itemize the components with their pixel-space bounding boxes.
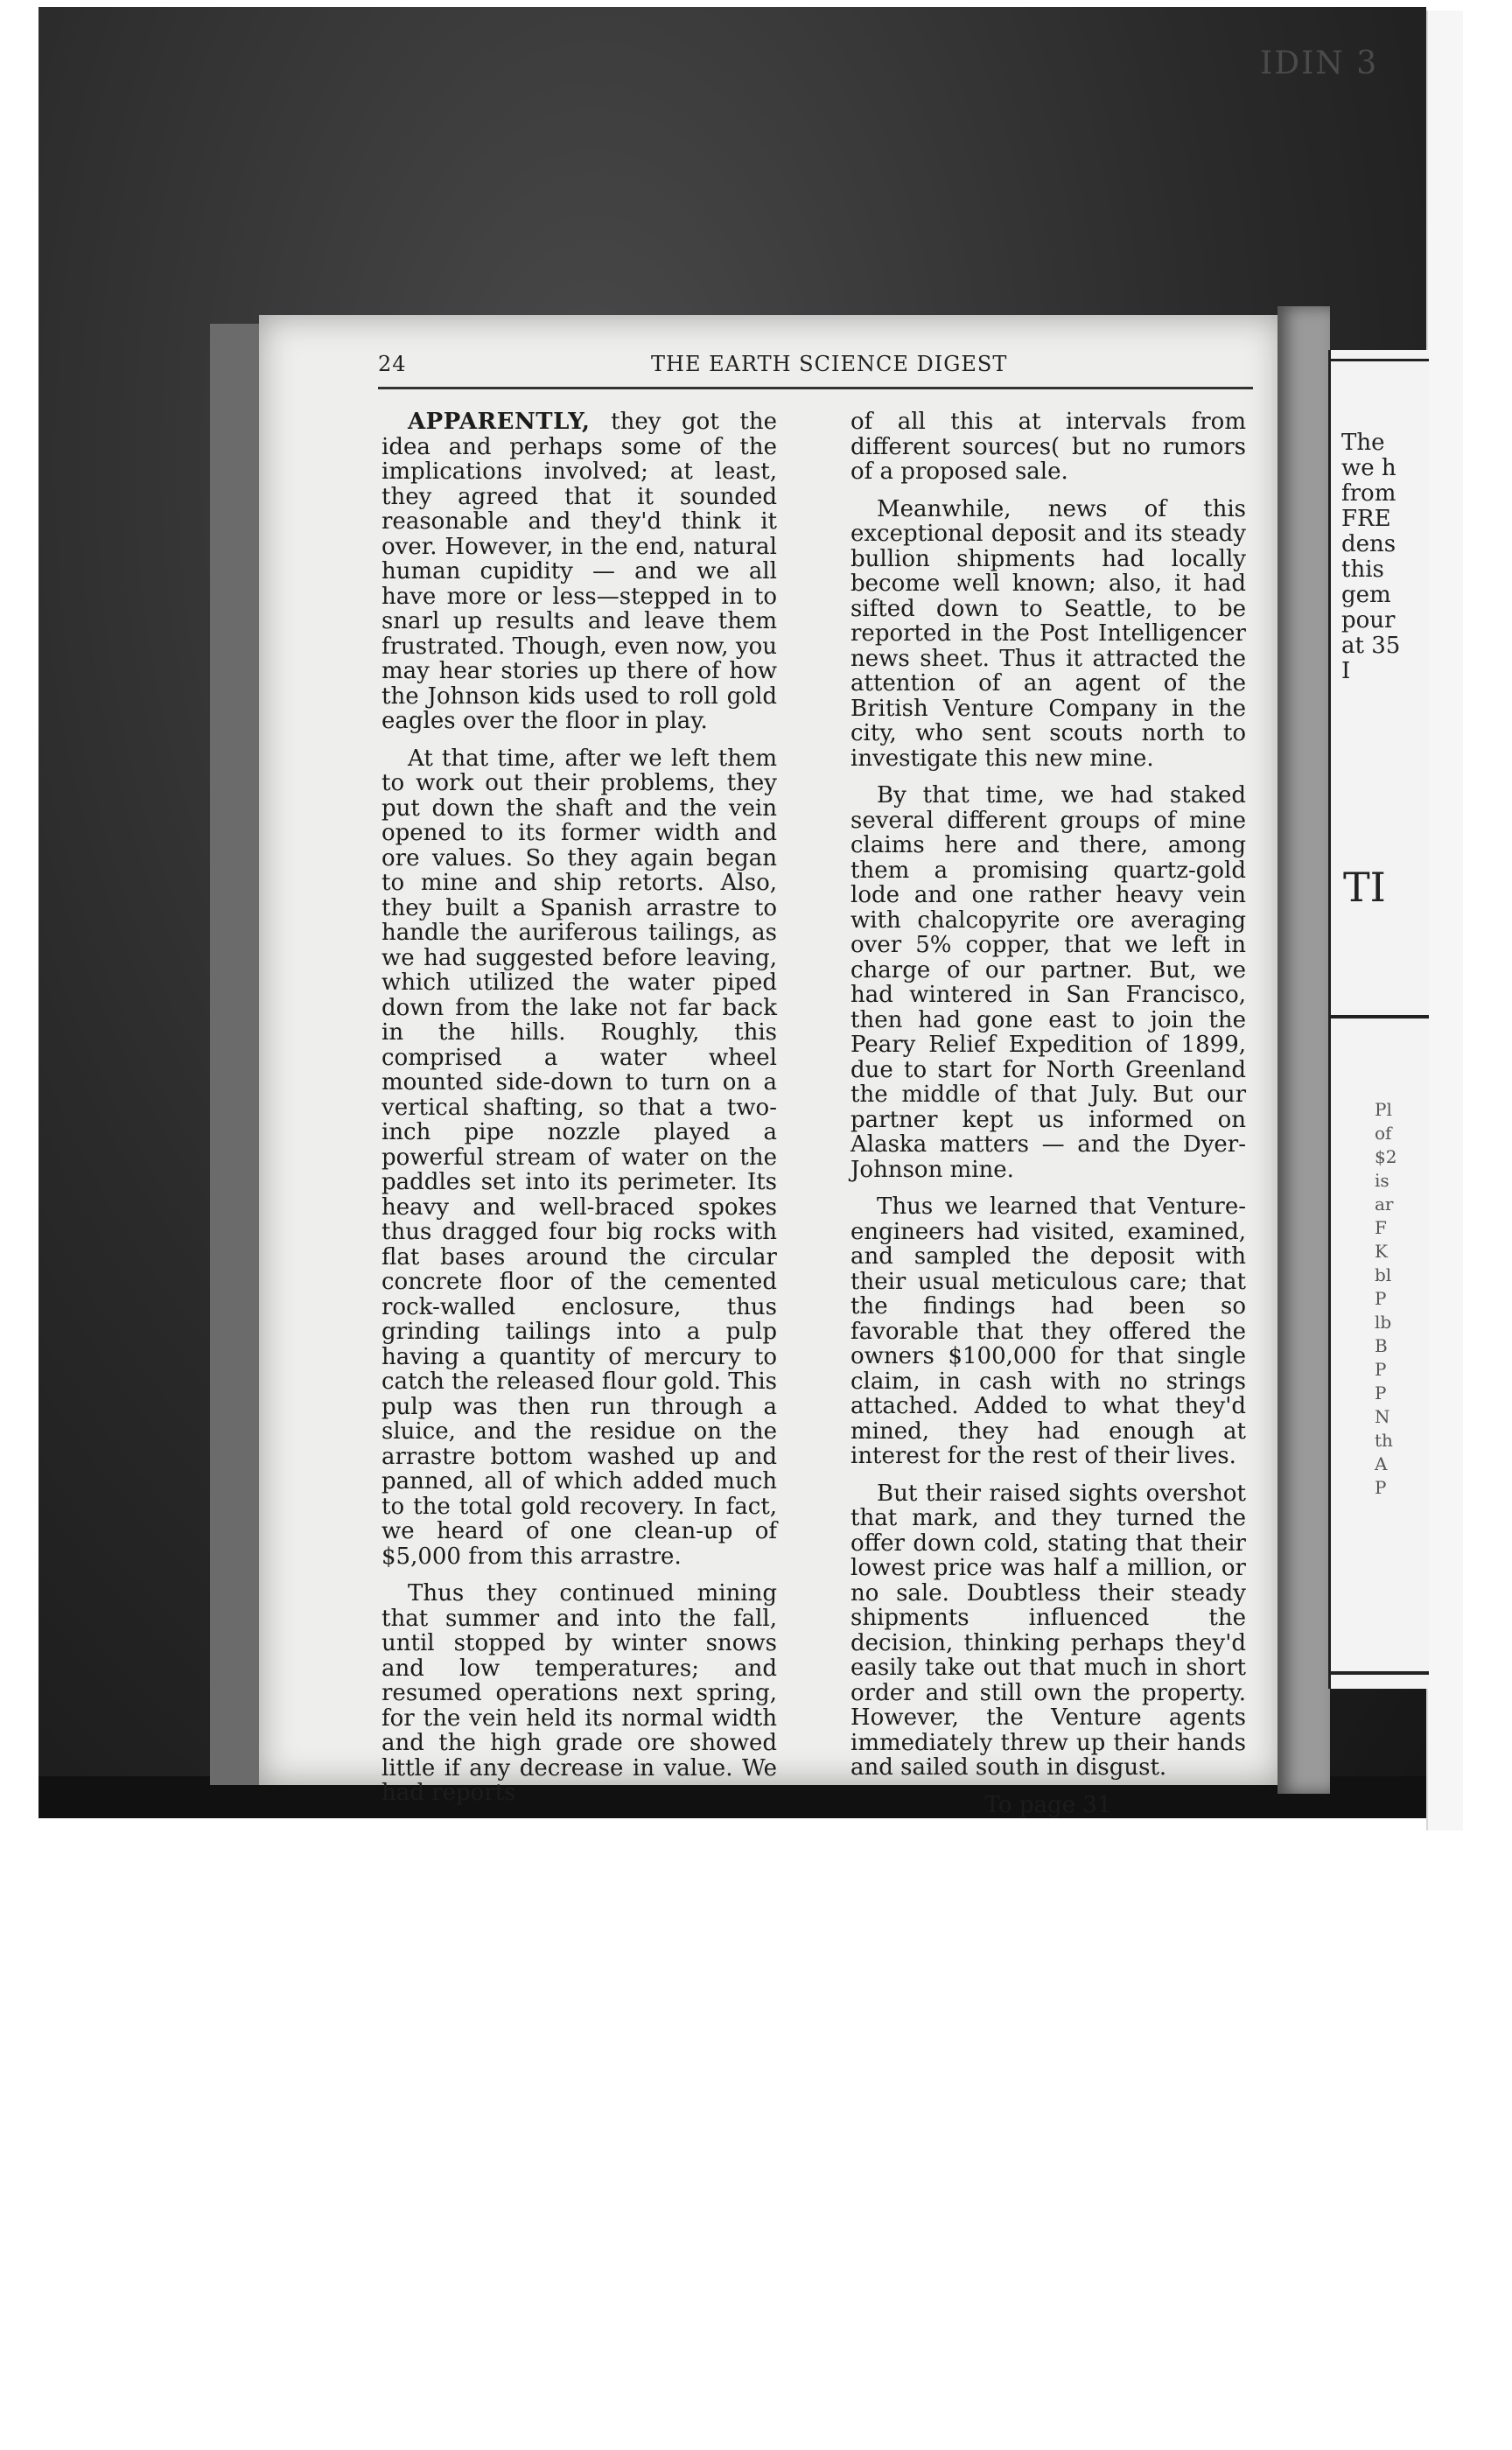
paragraph: But their raised sights overshot that mark, and they turned the offer down cold, stating that their lowest price was half a million, or no sale. Doubtless their steady shipments influenced the decision, thinking perhaps they'd easily take out that much in short order and still own the property. However, the Venture agents immediately threw up their hands and sailed south in disgust. (850, 1480, 1246, 1781)
paragraph-text: they got the idea and perhaps some of the implications involved; at least, they agreed that it sounded reasonable and they'd think it over. However, in the end, natural human cupidity — and we all have more or less—stepped in to snarl up results and leave them frustrated. Though, even now, you may hear stories up there of how the Johnson kids used to roll gold eagles over the floor in play. (382, 409, 777, 734)
adjacent-line: A (1375, 1453, 1388, 1474)
adjacent-line: ar (1375, 1194, 1394, 1214)
adjacent-line: B (1375, 1335, 1388, 1356)
lead-word: APPARENTLY, (408, 409, 591, 435)
adjacent-heading-fragment: TI (1343, 864, 1386, 911)
adjacent-line: The (1341, 430, 1385, 456)
page-number: 24 (378, 352, 407, 376)
header-rule (378, 387, 1253, 389)
running-header (378, 352, 1253, 387)
paragraph: At that time, after we left them to work out their problems, they put down the shaft and the vein opened to its former width and ore values. So they again began to mine and ship retorts. Also, they built a Spanish arrastre to handle the auriferous tailings, as we had suggested before leaving, which utilized the water piped down from the lake not far back in the hills. Roughly, this comprised a water wheel mounted side-down to turn on a vertical shafting, so that a two-inch pipe nozzle played a powerful stream of water on the paddles set into its perimeter. Its heavy and well-braced spokes thus dragged four big rocks with flat bases around the circular concrete floor of the cemented rock-walled enclosure, thus grinding tailings into a pulp having a quantity of mercury to catch the released flour gold. This pulp was then run through a sluice, and the residue on the arrastre bottom washed up and panned, all of which added much to the total gold recovery. In fact, we heard of one clean-up of $5,000 from this arrastre. (382, 745, 777, 1570)
right-column (850, 410, 1246, 1817)
adjacent-line: at 35 (1341, 633, 1401, 659)
adjacent-rule-middle (1331, 1015, 1429, 1018)
scan-right-margin (1426, 10, 1463, 1830)
paragraph: By that time, we had staked several different groups of mine claims here and there, among them a promising quartz-gold lode and one rather heavy vein with chalcopyrite ore averaging over 5% copper, that we left in charge of our partner. But, we had wintered in San Francisco, then had gone east to join the Peary Relief Expedition of 1899, due to start for North Greenland the middle of that July. But our partner kept us informed on Alaska matters — and the Dyer-Johnson mine. (850, 782, 1246, 1183)
adjacent-line: $2 (1375, 1146, 1397, 1167)
left-column (382, 410, 777, 1818)
corner-fragment-text: IDIN 3 (1260, 46, 1379, 81)
adjacent-rule-top (1331, 359, 1429, 361)
adjacent-lower-text (1375, 1098, 1396, 1500)
adjacent-line: th (1375, 1430, 1393, 1451)
adjacent-line: P (1375, 1477, 1387, 1498)
adjacent-line: P (1375, 1382, 1387, 1404)
adjacent-line: of (1375, 1123, 1392, 1144)
adjacent-line: Pl (1375, 1099, 1392, 1120)
adjacent-line: is (1375, 1170, 1390, 1191)
adjacent-line: pour (1341, 607, 1396, 634)
adjacent-line: we h (1341, 455, 1396, 481)
adjacent-line: gem (1341, 582, 1391, 608)
continued-note: To page 31 (984, 1791, 1112, 1818)
adjacent-upper-text (1341, 430, 1400, 684)
adjacent-line: K (1375, 1241, 1388, 1262)
adjacent-line: bl (1375, 1264, 1392, 1285)
paragraph (382, 410, 777, 734)
paragraph: of all this at intervals from different sources( but no rumors of a proposed sale. (850, 409, 1246, 485)
paragraph: Meanwhile, news of this exceptional deposit and its steady bullion shipments had locally become well known; also, it had sifted down to Seattle, to be reported in the Post Intelligencer news sheet. Thus it attracted the attention of an agent of the British Venture Company in the city, who sent scouts north to investigate this new mine. (850, 495, 1246, 772)
adjacent-line: N (1375, 1406, 1390, 1427)
adjacent-line: F (1375, 1217, 1387, 1238)
adjacent-rule-bottom (1331, 1671, 1429, 1675)
book-gutter-shadow (1278, 306, 1330, 1794)
adjacent-line: FRE (1341, 506, 1391, 532)
paragraph: Thus we learned that Venture-engineers had visited, examined, and sampled the deposit with their usual meticulous care; that the findings had been so favorable that they offered the owners $100,000 for that single claim, in cash with no strings attached. Added to what they'd mined, they had enough at interest for the rest of their lives. (850, 1194, 1246, 1469)
book-page (259, 315, 1283, 1818)
journal-title: THE EARTH SCIENCE DIGEST (651, 352, 1008, 376)
adjacent-line: dens (1341, 531, 1396, 557)
adjacent-line: P (1375, 1288, 1387, 1309)
adjacent-page-fragment (1328, 350, 1429, 1689)
adjacent-line: I (1341, 658, 1351, 684)
paragraph: Thus they continued mining that summer and into the fall, until stopped by winter snows and low temperatures; and resumed operations next spring, for the vein held its normal width and the high grade ore showed little if any decrease in value. We had reports (382, 1580, 777, 1806)
adjacent-line: P (1375, 1359, 1387, 1380)
adjacent-line: from (1341, 480, 1396, 507)
adjacent-line: lb (1375, 1312, 1392, 1333)
adjacent-line: this (1341, 556, 1384, 583)
